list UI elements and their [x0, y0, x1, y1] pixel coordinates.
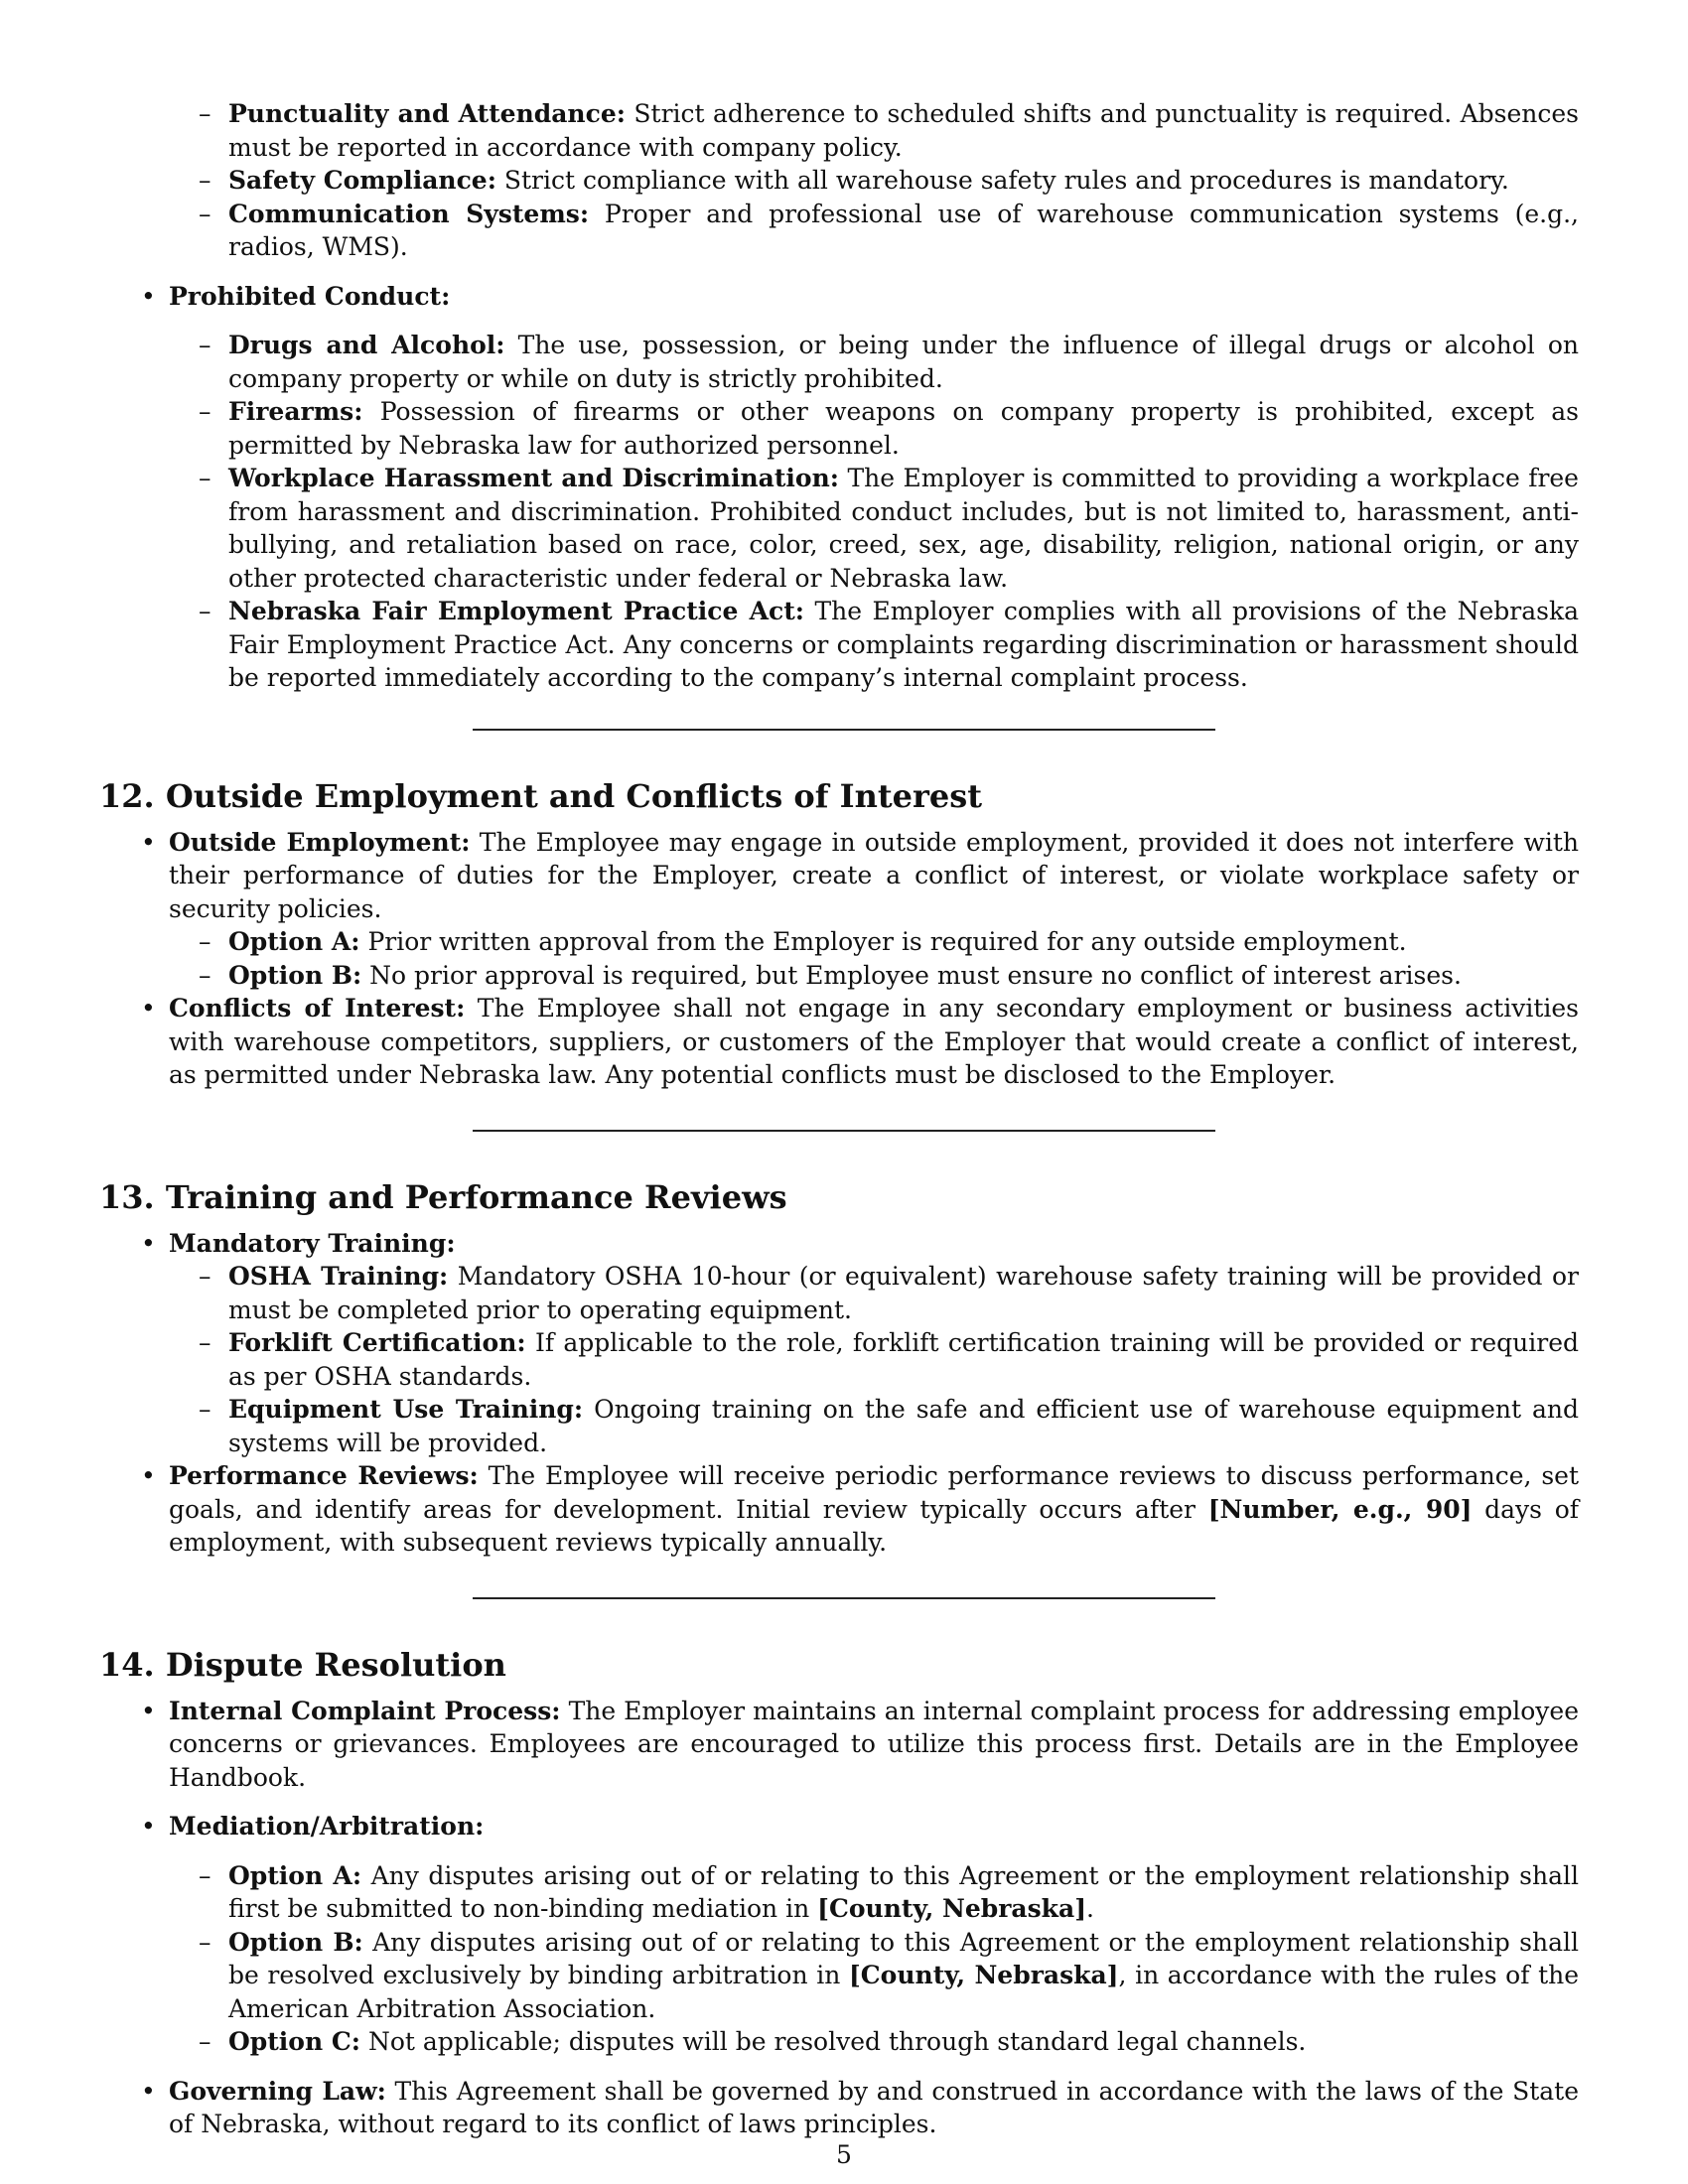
section-divider	[473, 1597, 1215, 1599]
communication-systems-item: – Communication Systems: Proper and professional use of warehouse communication systems (e.g., radios, WMS).	[99, 198, 1589, 264]
s14-option-c: – Option C: Not applicable; disputes will be resolved through standard legal channels.	[99, 2025, 1589, 2059]
harassment-item: – Workplace Harassment and Discrimination: The Employer is committed to providing a workplace free from harassment and discrimination. Prohibited conduct includes, but is not limited to, harassment, anti-bullying, and retaliation based on race, color, creed, sex, age, disability, religion, national origin, or any other protected characteristic under federal or Nebraska law.	[99, 462, 1589, 595]
nebraska-fepa-item: – Nebraska Fair Employment Practice Act: The Employer complies with all provisions of the Nebraska Fair Employment Practice Act. Any concerns or complaints regarding discrimination or harassment should be reported immediately according to the company’s internal complaint process.	[99, 595, 1589, 695]
section-14-heading: 14. Dispute Resolution	[99, 1645, 506, 1684]
internal-complaint-item: • Internal Complaint Process: The Employer maintains an internal complaint process for addressing employee concerns or grievances. Employees are encouraged to utilize this process first. Details are in the Employee Handbook.	[99, 1695, 1589, 1795]
document-page	[99, 97, 1589, 2141]
osha-training-item: – OSHA Training: Mandatory OSHA 10-hour (or equivalent) warehouse safety training will be provided or must be completed prior to operating equipment.	[99, 1260, 1589, 1326]
equipment-use-training-item: – Equipment Use Training: Ongoing training on the safe and efficient use of warehouse equipment and systems will be provided.	[99, 1393, 1589, 1459]
mediation-arbitration-item: • Mediation/Arbitration:	[99, 1810, 1589, 1843]
performance-reviews-item: • Performance Reviews: The Employee will receive periodic performance reviews to discuss performance, set goals, and identify areas for development. Initial review typically occurs after [Number, e.g., 90] days of employment, with subsequent reviews typically annually.	[99, 1459, 1589, 1560]
conflicts-of-interest-item: • Conflicts of Interest: The Employee shall not engage in any secondary employment or business activities with warehouse competitors, suppliers, or customers of the Employer that would create a conflict of interest, as permitted under Nebraska law. Any potential conflicts must be disclosed to the Employer.	[99, 992, 1589, 1092]
s14-option-a: – Option A: Any disputes arising out of or relating to this Agreement or the employment relationship shall first be submitted to non-binding mediation in [County, Nebraska].	[99, 1859, 1589, 1926]
prohibited-conduct-item: • Prohibited Conduct:	[99, 280, 1589, 314]
firearms-item: – Firearms: Possession of firearms or other weapons on company property is prohibited, except as permitted by Nebraska law for authorized personnel.	[99, 395, 1589, 462]
punctuality-item: – Punctuality and Attendance: Strict adherence to scheduled shifts and punctuality is required. Absences must be reported in accordance with company policy.	[99, 97, 1589, 164]
s12-option-b: – Option B: No prior approval is required, but Employee must ensure no conflict of interest arises.	[99, 959, 1589, 993]
drugs-alcohol-item: – Drugs and Alcohol: The use, possession, or being under the influence of illegal drugs or alcohol on company property or while on duty is strictly prohibited.	[99, 329, 1589, 395]
section-12-heading: 12. Outside Employment and Conflicts of Interest	[99, 776, 982, 815]
governing-law-item: • Governing Law: This Agreement shall be governed by and construed in accordance with the laws of the State of Nebraska, without regard to its conflict of laws principles.	[99, 2075, 1589, 2141]
section-divider	[473, 1130, 1215, 1132]
mandatory-training-item: • Mandatory Training:	[99, 1227, 1589, 1261]
section-divider	[473, 729, 1215, 731]
safety-compliance-item: – Safety Compliance: Strict compliance with all warehouse safety rules and procedures is mandatory.	[99, 164, 1589, 198]
s12-option-a: – Option A: Prior written approval from the Employer is required for any outside employment.	[99, 925, 1589, 959]
forklift-certification-item: – Forklift Certification: If applicable to the role, forklift certification training will be provided or required as per OSHA standards.	[99, 1326, 1589, 1393]
section-13-heading: 13. Training and Performance Reviews	[99, 1177, 787, 1216]
page-number: 5	[836, 2140, 852, 2169]
s14-option-b: – Option B: Any disputes arising out of or relating to this Agreement or the employment relationship shall be resolved exclusively by binding arbitration in [County, Nebraska], in accordance with the rules of the American Arbitration Association.	[99, 1926, 1589, 2026]
outside-employment-item: • Outside Employment: The Employee may engage in outside employment, provided it does not interfere with their performance of duties for the Employer, create a conflict of interest, or violate workplace safety or security policies.	[99, 826, 1589, 926]
